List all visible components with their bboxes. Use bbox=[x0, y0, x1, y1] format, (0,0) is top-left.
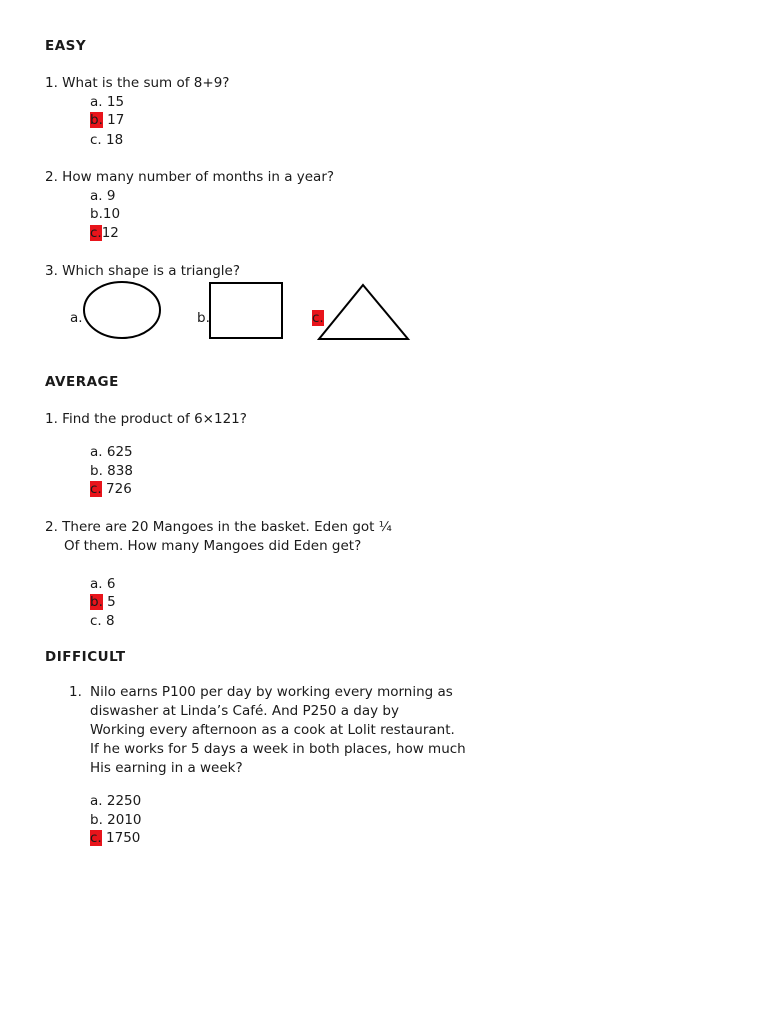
option-b: b. bbox=[197, 310, 210, 326]
triangle-shape bbox=[317, 283, 411, 341]
answer-highlight: c. bbox=[90, 225, 102, 241]
option-c: c. 8 bbox=[90, 613, 115, 629]
question-line: Nilo earns P100 per day by working every morning as bbox=[90, 684, 453, 700]
question-average-2-line2: Of them. How many Mangoes did Eden get? bbox=[64, 538, 362, 554]
question-average-1: 1. Find the product of 6×121? bbox=[45, 411, 247, 427]
option-a: a. bbox=[70, 310, 83, 326]
answer-highlight: c. bbox=[90, 481, 102, 497]
answer-highlight: b. bbox=[90, 594, 103, 610]
section-heading-difficult: DIFFICULT bbox=[45, 649, 126, 665]
option-b: b.10 bbox=[90, 206, 121, 222]
rectangle-shape bbox=[209, 282, 285, 340]
option-c bbox=[90, 830, 140, 846]
option-value: 12 bbox=[101, 225, 119, 241]
option-b: b. 838 bbox=[90, 463, 133, 479]
question-easy-2: 2. How many number of months in a year? bbox=[45, 169, 335, 185]
option-c: c. 18 bbox=[90, 132, 124, 148]
oval-shape bbox=[82, 280, 164, 342]
option-b bbox=[90, 594, 116, 610]
section-heading-average: AVERAGE bbox=[45, 374, 119, 390]
option-c bbox=[90, 225, 119, 241]
option-value: 5 bbox=[102, 594, 116, 610]
answer-highlight: c. bbox=[312, 310, 324, 326]
question-line: If he works for 5 days a week in both places, how much bbox=[90, 741, 466, 757]
option-a: a. 625 bbox=[90, 444, 133, 460]
question-average-2-line1: 2. There are 20 Mangoes in the basket. Eden got ¼ bbox=[45, 519, 392, 535]
question-easy-1: 1. What is the sum of 8+9? bbox=[45, 75, 230, 91]
option-a: a. 2250 bbox=[90, 793, 142, 809]
question-line: diswasher at Linda’s Café. And P250 a day by bbox=[90, 703, 399, 719]
question-number: 1. bbox=[69, 684, 82, 700]
section-heading-easy: EASY bbox=[45, 38, 87, 54]
option-b bbox=[90, 112, 124, 128]
question-line: His earning in a week? bbox=[90, 760, 243, 776]
option-b: b. 2010 bbox=[90, 812, 142, 828]
option-value: 1750 bbox=[101, 830, 141, 846]
answer-highlight: c. bbox=[90, 830, 102, 846]
question-easy-3: 3. Which shape is a triangle? bbox=[45, 263, 240, 279]
option-a: a. 9 bbox=[90, 188, 116, 204]
option-c bbox=[90, 481, 132, 497]
question-line: Working every afternoon as a cook at Lolit restaurant. bbox=[90, 722, 455, 738]
option-a: a. 6 bbox=[90, 576, 116, 592]
answer-highlight: b. bbox=[90, 112, 103, 128]
option-value: 726 bbox=[101, 481, 132, 497]
option-a: a. 15 bbox=[90, 94, 125, 110]
option-value: 17 bbox=[102, 112, 125, 128]
